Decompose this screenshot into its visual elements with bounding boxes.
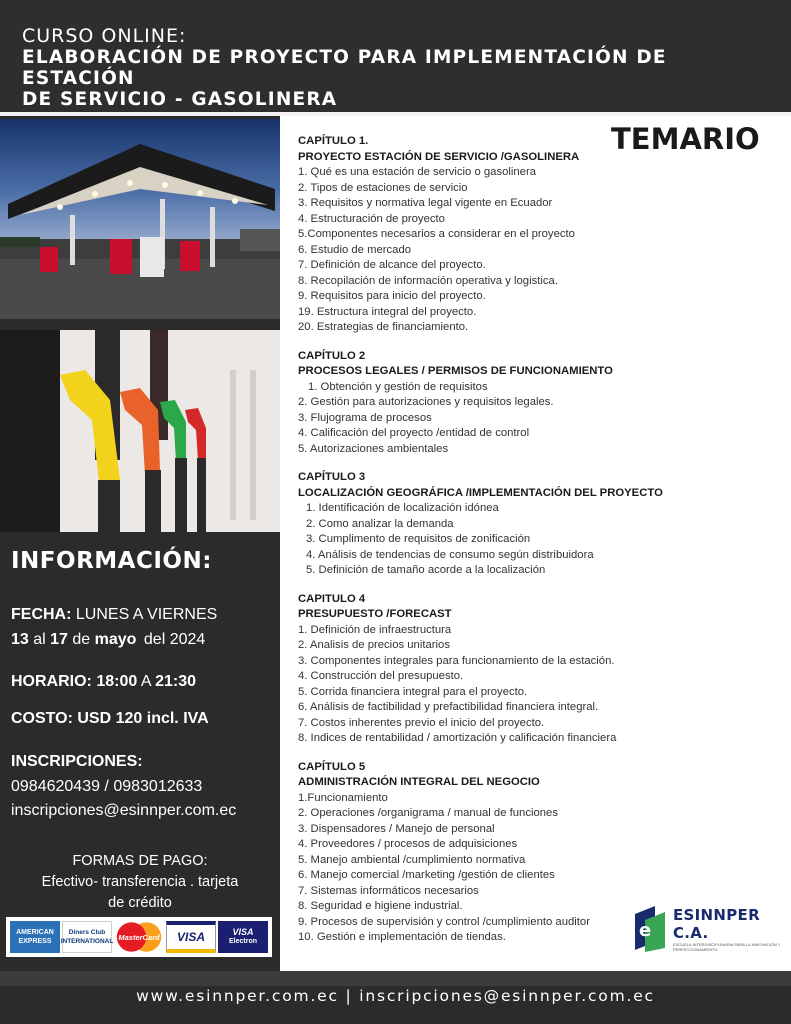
chapter-item: 1. Qué es una estación de servicio o gasolinera [298,166,537,178]
chapter-number: CAPITULO 4 [298,592,366,605]
fecha-label: FECHA: [11,606,72,623]
chapter-title: PRESUPUESTO /FORECAST [298,608,452,620]
amex-logo: AMERICAN EXPRESS [10,921,60,953]
chapter-2 [298,349,778,458]
chapter-title: PROCESOS LEGALES / PERMISOS DE FUNCIONAMIENTO [298,365,613,377]
chapter-item: 4. Calificación del proyecto /entidad de control [298,427,530,439]
phones: 0984620439 / 0983012633 [11,778,203,795]
email[interactable]: inscripciones@esinnper.com.ec [11,802,237,819]
visa-logo: VISA [166,921,216,953]
inscripciones-label: INSCRIPCIONES: [11,753,143,770]
chapter-item: 5. Autorizaciones ambientales [298,442,449,455]
chapter-item: 6. Análisis de factibilidad y prefactibilidad financiera integral. [298,701,599,713]
chapter-item: 6. Manejo comercial /marketing /gestión de clientes [298,869,555,881]
chapter-list [298,134,778,959]
chapter-item: 6. Estudio de mercado [298,243,412,256]
chapter-item: 7. Sistemas informáticos necesarios [298,884,479,897]
chapter-number: CAPÍTULO 5 [298,760,366,773]
chapter-item: 7. Definición de alcance del proyecto. [298,259,486,271]
esinnper-logo-tagline: ESCUELA INTERDISCIPLINARIA PARA LA INNOVACIÓN Y PERFECCIONAMIENTO [673,942,781,952]
chapter-item: 2. Operaciones /organigrama / manual de funciones [298,807,558,819]
payment-methods [0,851,280,914]
chapter-item: 20. Estrategias de financiamiento. [298,321,469,333]
pay-title: FORMAS DE PAGO: [72,853,208,869]
chapter-item: 10. Gestión e implementación de tiendas. [298,931,506,943]
course-title-line2: DE SERVICIO - GASOLINERA [22,89,338,110]
horario-end: 21:30 [155,673,196,690]
course-label: CURSO ONLINE: [22,25,187,47]
svg-text:e: e [639,920,652,941]
chapter-item: 3. Cumplimento de requisitos de zonificación [306,533,531,545]
chapter-item: 5. Corrida financiera integral para el proyecto. [298,685,528,698]
temario-title: TEMARIO [611,122,760,156]
chapter-title: PROYECTO ESTACIÓN DE SERVICIO /GASOLINERA [298,150,580,163]
chapter-item: 8. Indices de rentabilidad / amortización y calificación financiera [298,732,617,744]
esinnper-logo [631,904,787,954]
gas-station-photo [0,119,280,319]
date-month: mayo [94,631,137,648]
date-day1: 13 [11,631,29,648]
chapter-item: 9. Requisitos para inicio del proyecto. [298,290,486,302]
horario-row [11,673,196,691]
chapter-4 [298,592,778,747]
chapter-item: 5. Manejo ambiental /cumplimiento normativa [298,853,526,866]
date-de: de [72,631,91,648]
esinnper-logo-mark [631,906,667,952]
chapter-item: 1. Identificación de localización idónea [306,502,499,514]
chapter-item: 1. Obtención y gestión de requisitos [308,380,488,393]
chapter-item: 8. Seguridad e higiene industrial. [298,900,463,912]
footer [0,971,791,1024]
mastercard-logo: MasterCard [114,921,164,953]
chapter-item: 4. Construcción del presupuesto. [298,670,464,682]
chapter-item: 4. Proveedores / procesos de adquisiciones [298,838,518,850]
syllabus-panel [280,116,791,971]
date-row [11,631,205,649]
footer-strip [0,971,791,986]
chapter-item: 2. Analisis de precios unitarios [298,639,450,651]
diners-logo: Diners Club INTERNATIONAL [62,921,112,953]
chapter-item: 5.Componentes necesarios a considerar en el proyecto [298,228,575,240]
course-title-line1: ELABORACIÓN DE PROYECTO PARA IMPLEMENTACIÓN DE ESTACIÓN [22,47,667,89]
esinnper-logo-name: ESINNPER C.A. [673,906,760,942]
chapter-item: 1.Funcionamiento [298,791,388,804]
chapter-item: 2. Gestión para autorizaciones y requisitos legales. [298,396,554,408]
visa-electron-logo [218,921,268,953]
chapter-3 [298,470,778,579]
info-panel [0,540,280,971]
date-year: del 2024 [143,631,206,648]
chapter-item: 4. Estructuración de proyecto [298,212,445,225]
horario-a: A [140,673,151,690]
chapter-item: 3. Componentes integrales para funcionamiento de la estación. [298,654,615,667]
chapter-item: 3. Flujograma de procesos [298,411,432,424]
fecha-row [11,606,217,624]
chapter-item: 3. Requisitos y normativa legal vigente en Ecuador [298,197,553,209]
fuel-nozzles-photo [0,330,280,532]
horario-label: HORARIO: [11,673,92,690]
left-column [0,116,280,971]
chapter-item: 8. Recopilación de información operativa y logistica. [298,274,558,287]
chapter-item: 4. Análisis de tendencias de consumo según distribuidora [306,548,594,561]
footer-contact[interactable]: www.esinnper.com.ec | inscripciones@esinnper.com.ec [136,987,655,1005]
date-day2: 17 [50,631,68,648]
chapter-item: 2. Como analizar la demanda [306,517,454,530]
card-logos [6,917,272,957]
chapter-item: 2. Tipos de estaciones de servicio [298,181,468,194]
visa-electron-top: VISA [232,927,254,937]
chapter-1 [298,134,778,336]
chapter-item: 1. Definición de infraestructura [298,623,452,636]
course-header [0,0,791,112]
fecha-value: LUNES A VIERNES [75,606,218,623]
pay-line2: de crédito [108,895,172,911]
chapter-number: CAPÍTULO 2 [298,349,366,362]
chapter-number: CAPÍTULO 3 [298,471,366,483]
horario-start: 18:00 [96,673,138,690]
visa-electron-bottom: Electron [228,938,257,945]
chapter-item: 5. Definición de tamaño acorde a la localización [306,564,546,576]
chapter-item: 19. Estructura integral del proyecto. [298,305,477,318]
chapter-item: 7. Costos inherentes previo el inicio del proyecto. [298,716,545,729]
costo-row: COSTO: USD 120 incl. IVA [11,710,209,727]
chapter-item: 9. Procesos de supervisión y control /cumplimiento auditor [298,915,590,928]
date-al: al [33,631,46,648]
chapter-item: 3. Dispensadores / Manejo de personal [298,822,495,835]
pay-line1: Efectivo- transferencia . tarjeta [41,874,239,890]
chapter-title: ADMINISTRACIÓN INTEGRAL DEL NEGOCIO [298,776,540,788]
chapter-title: LOCALIZACIÓN GEOGRÁFICA /IMPLEMENTACIÓN DEL PROYECTO [298,486,663,499]
chapter-number: CAPÍTULO 1. [298,135,369,147]
info-title: INFORMACIÓN: [11,548,212,574]
